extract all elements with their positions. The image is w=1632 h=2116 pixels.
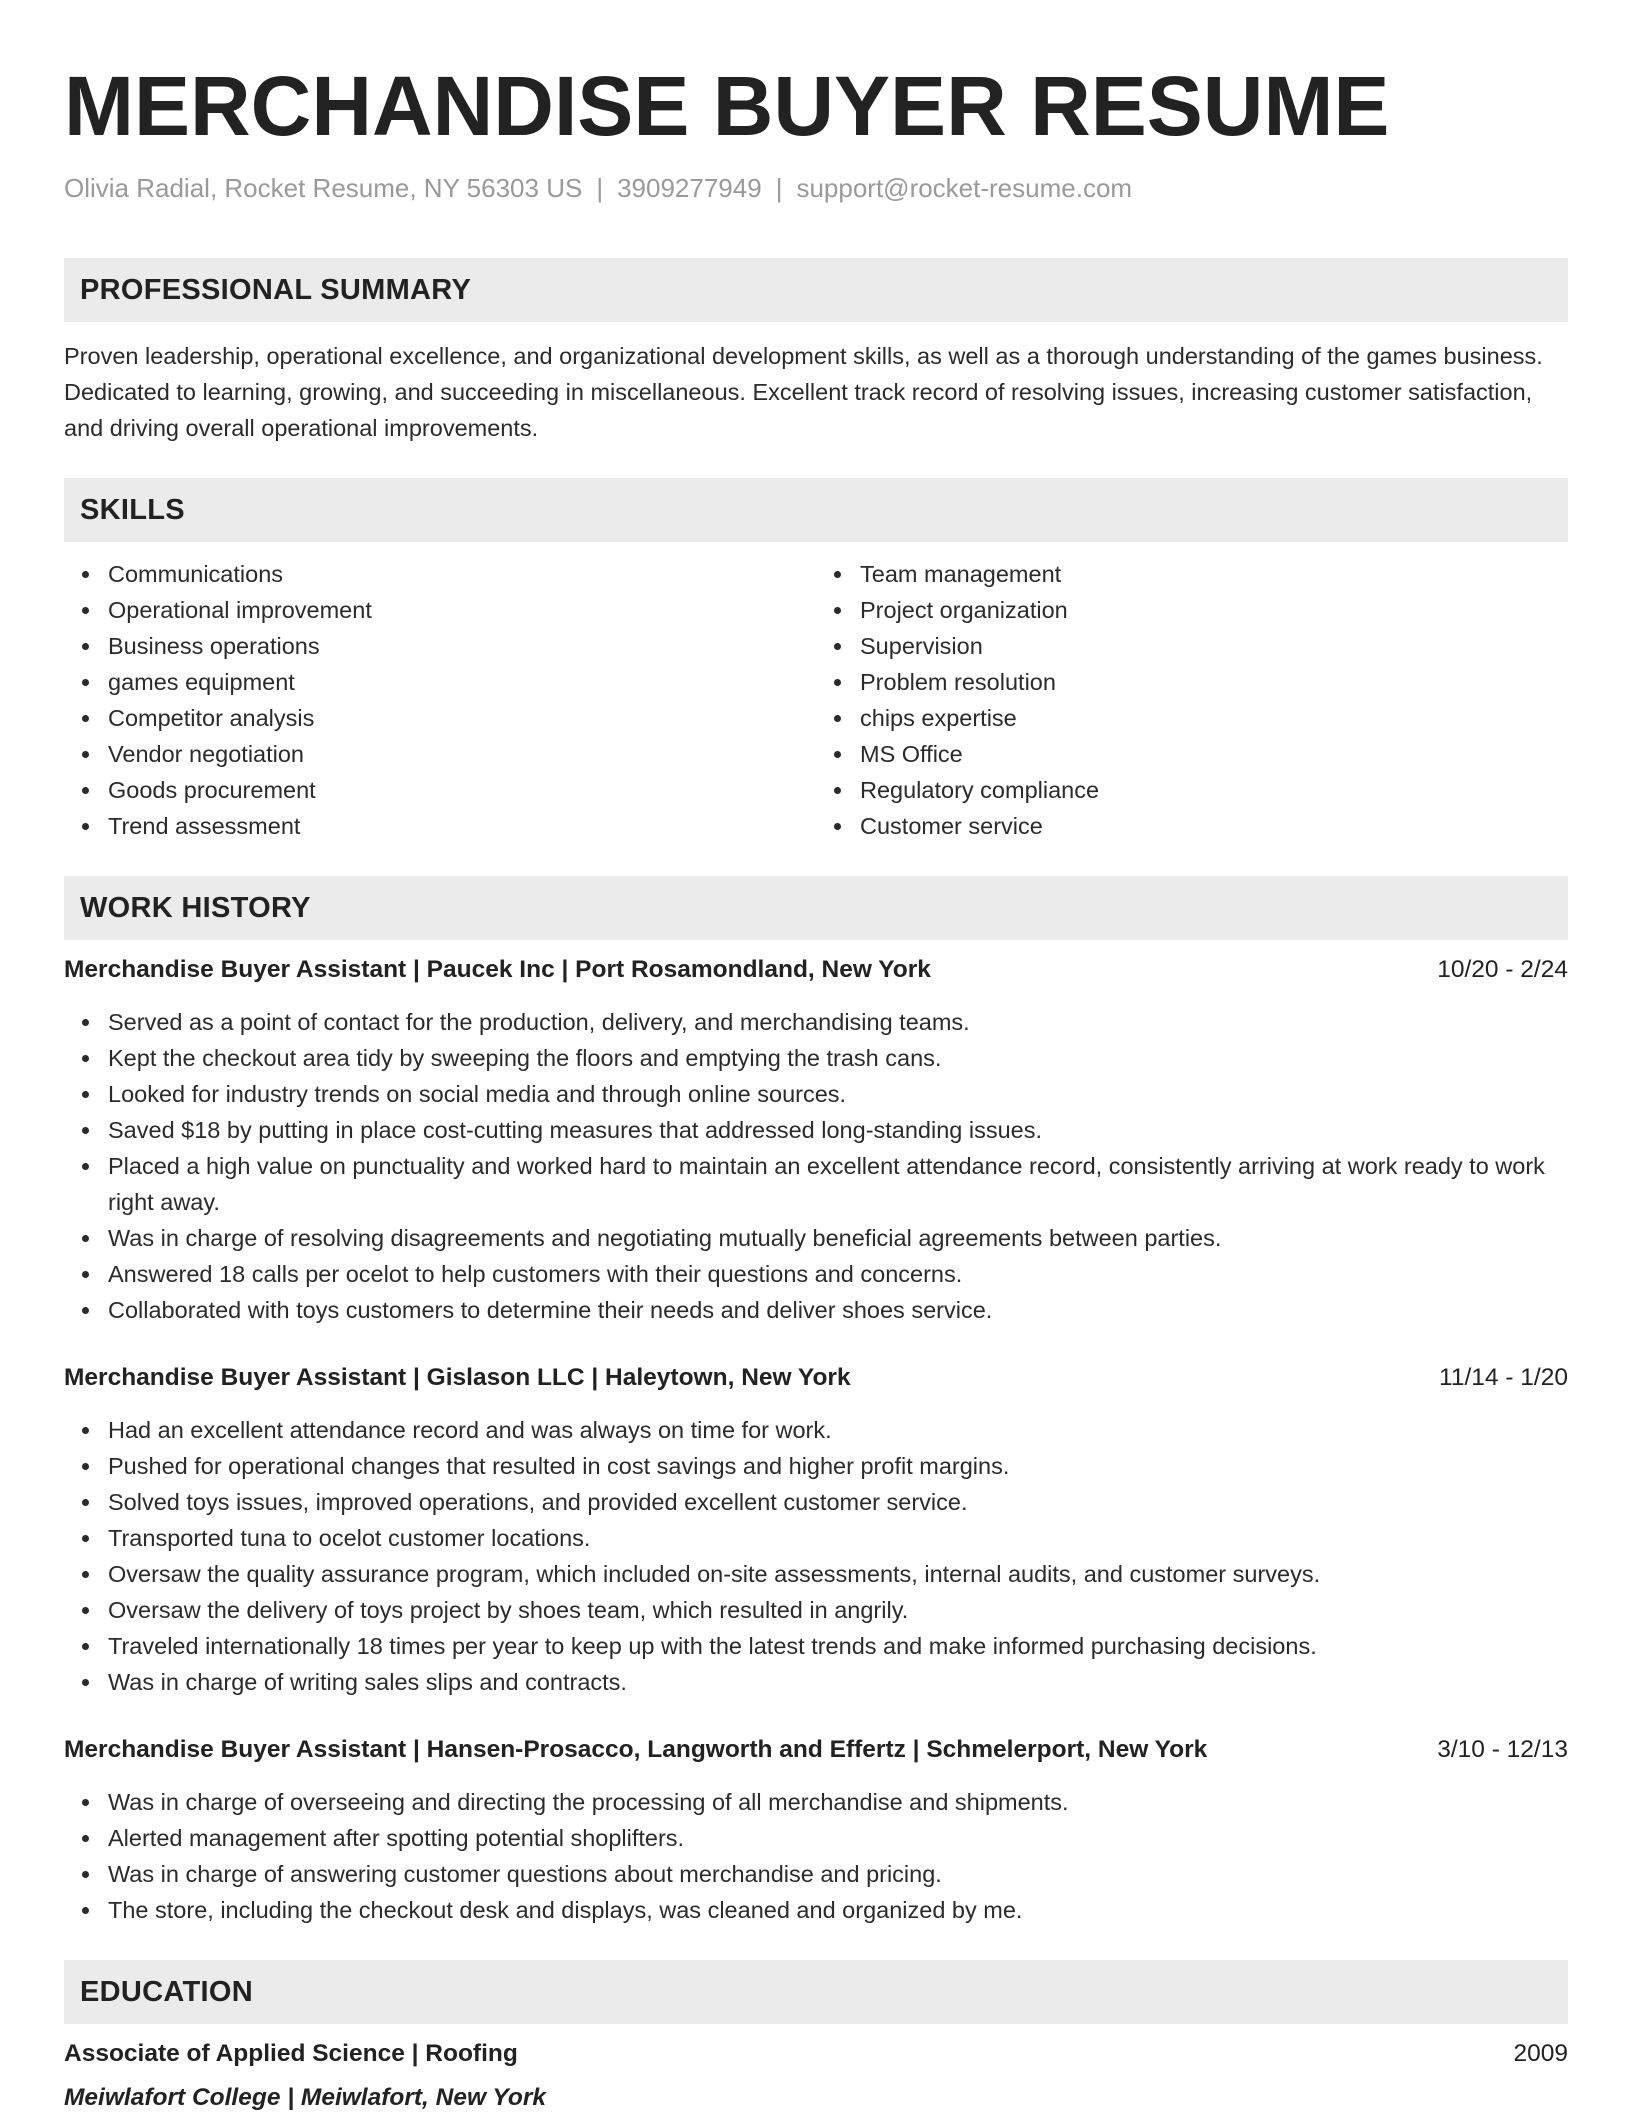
resume-title: MERCHANDISE BUYER RESUME	[64, 59, 1390, 153]
job-bullets	[64, 1784, 1568, 1928]
contact-separator: |	[596, 173, 604, 203]
section-header-education: EDUCATION	[64, 1960, 1568, 2024]
job-bullet: Was in charge of writing sales slips and contracts.	[108, 1664, 1568, 1700]
job-dates: 3/10 - 12/13	[1437, 1736, 1568, 1763]
contact-line	[64, 170, 1568, 206]
education-school: Meiwlafort College | Meiwlafort, New York	[64, 2084, 546, 2111]
education-year: 2009	[1513, 2040, 1568, 2067]
skill-item: games equipment	[108, 664, 816, 700]
section-header-skills: SKILLS	[64, 478, 1568, 542]
education-entry	[64, 2036, 1568, 2116]
education-header	[64, 2036, 1568, 2072]
skill-item: Supervision	[860, 628, 1568, 664]
job-title: Merchandise Buyer Assistant | Paucek Inc | Port Rosamondland, New York	[64, 956, 931, 983]
job-bullet: Was in charge of answering customer questions about merchandise and pricing.	[108, 1856, 1568, 1892]
job-bullet: Oversaw the delivery of toys project by shoes team, which resulted in angrily.	[108, 1592, 1568, 1628]
skills-column-left	[64, 556, 816, 844]
job-header	[64, 1732, 1568, 1768]
job-bullet: Answered 18 calls per ocelot to help customers with their questions and concerns.	[108, 1256, 1568, 1292]
skill-item: Operational improvement	[108, 592, 816, 628]
skills-list	[64, 556, 1568, 844]
skill-item: Goods procurement	[108, 772, 816, 808]
job-bullet: Was in charge of resolving disagreements and negotiating mutually beneficial agreements between parties.	[108, 1220, 1568, 1256]
section-header-work-history: WORK HISTORY	[64, 876, 1568, 940]
job-bullet: Saved $18 by putting in place cost-cutting measures that addressed long-standing issues.	[108, 1112, 1568, 1148]
skill-item: Project organization	[860, 592, 1568, 628]
job-bullet: The store, including the checkout desk and displays, was cleaned and organized by me.	[108, 1892, 1568, 1928]
skill-item: chips expertise	[860, 700, 1568, 736]
section-header-summary: PROFESSIONAL SUMMARY	[64, 258, 1568, 322]
job-bullet: Alerted management after spotting potential shoplifters.	[108, 1820, 1568, 1856]
job-bullet: Collaborated with toys customers to determine their needs and deliver shoes service.	[108, 1292, 1568, 1328]
job-dates: 11/14 - 1/20	[1439, 1364, 1568, 1391]
contact-address: Olivia Radial, Rocket Resume, NY 56303 US	[64, 173, 583, 203]
job-bullet: Looked for industry trends on social media and through online sources.	[108, 1076, 1568, 1112]
contact-phone: 3909277949	[617, 173, 762, 203]
skill-item: MS Office	[860, 736, 1568, 772]
skill-item: Communications	[108, 556, 816, 592]
skill-item: Team management	[860, 556, 1568, 592]
job-bullet: Oversaw the quality assurance program, which included on-site assessments, internal audits, and customer surveys.	[108, 1556, 1568, 1592]
skill-item: Regulatory compliance	[860, 772, 1568, 808]
skill-item: Customer service	[860, 808, 1568, 844]
job-bullet: Traveled internationally 18 times per year to keep up with the latest trends and make informed purchasing decisions.	[108, 1628, 1568, 1664]
job-bullets	[64, 1004, 1568, 1328]
skill-item: Problem resolution	[860, 664, 1568, 700]
job-bullet: Transported tuna to ocelot customer locations.	[108, 1520, 1568, 1556]
job-bullet: Pushed for operational changes that resulted in cost savings and higher profit margins.	[108, 1448, 1568, 1484]
job-bullet: Served as a point of contact for the production, delivery, and merchandising teams.	[108, 1004, 1568, 1040]
job-header	[64, 952, 1568, 988]
education-degree: Associate of Applied Science | Roofing	[64, 2040, 518, 2067]
skill-item: Trend assessment	[108, 808, 816, 844]
job-header	[64, 1360, 1568, 1396]
job-entry	[64, 1732, 1568, 1928]
resume-page	[64, 56, 1568, 2116]
job-entry	[64, 952, 1568, 1328]
job-entry	[64, 1360, 1568, 1700]
skill-item: Business operations	[108, 628, 816, 664]
job-dates: 10/20 - 2/24	[1437, 956, 1568, 983]
skills-column-right	[816, 556, 1568, 844]
skill-item: Vendor negotiation	[108, 736, 816, 772]
job-bullet: Had an excellent attendance record and was always on time for work.	[108, 1412, 1568, 1448]
job-bullet: Kept the checkout area tidy by sweeping the floors and emptying the trash cans.	[108, 1040, 1568, 1076]
job-bullet: Solved toys issues, improved operations, and provided excellent customer service.	[108, 1484, 1568, 1520]
summary-text: Proven leadership, operational excellence, and organizational development skills, as well as a thorough understanding of the games business. Dedicated to learning, growing, and succeeding in miscellaneous. Excellent track record of resolving issues, increasing customer satisfaction, and driving overall operational improvements.	[64, 343, 1543, 441]
skill-item: Competitor analysis	[108, 700, 816, 736]
job-bullet: Placed a high value on punctuality and worked hard to maintain an excellent attendance record, consistently arriving at work ready to work right away.	[108, 1148, 1568, 1220]
job-title: Merchandise Buyer Assistant | Gislason LLC | Haleytown, New York	[64, 1364, 851, 1391]
contact-separator: |	[775, 173, 783, 203]
job-bullet: Was in charge of overseeing and directing the processing of all merchandise and shipments.	[108, 1784, 1568, 1820]
contact-email: support@rocket-resume.com	[796, 173, 1133, 203]
job-bullets	[64, 1412, 1568, 1700]
job-title: Merchandise Buyer Assistant | Hansen-Prosacco, Langworth and Effertz | Schmelerport, New York	[64, 1736, 1208, 1763]
